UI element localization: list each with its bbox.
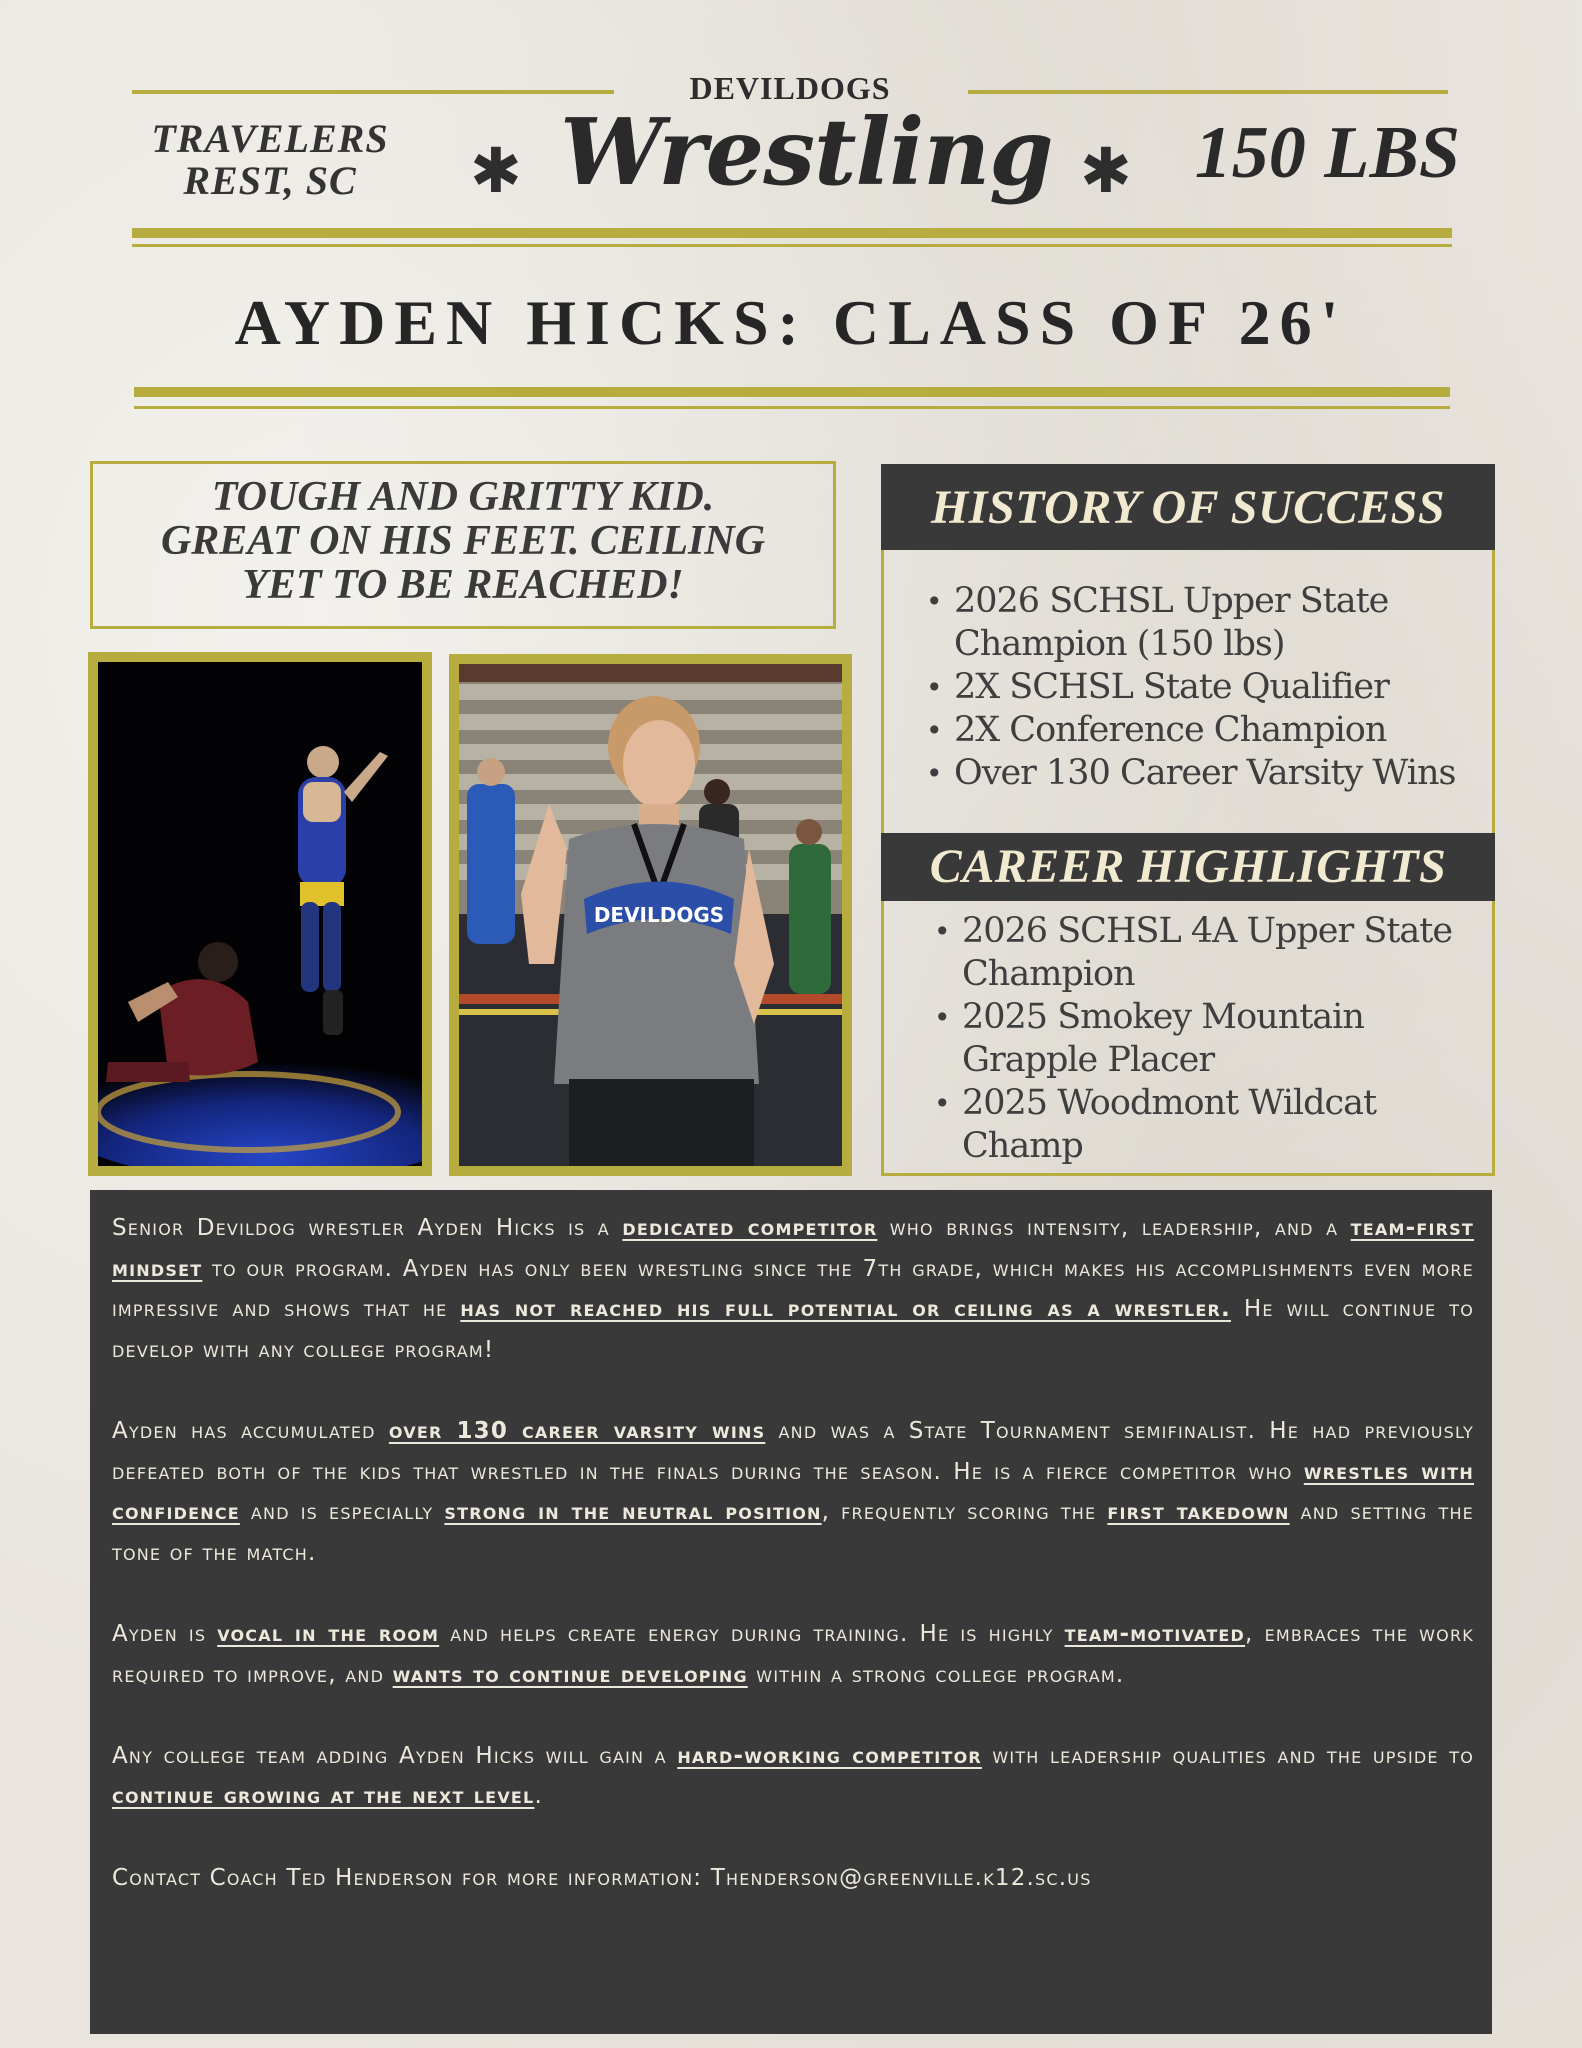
bio-emphasis: vocal in the room (217, 1620, 440, 1647)
bio-text-run: He will continue to develop with any college program! (112, 1296, 1474, 1363)
bio-text-run: , embraces the work required to improve, and (112, 1620, 1474, 1688)
highlights-heading: CAREER HIGHLIGHTS (881, 833, 1495, 901)
bio-text-run: with leadership qualities and the upside to (981, 1742, 1474, 1769)
highlight-item: • 2026 SCHSL 4A Upper State Champion (928, 910, 1488, 996)
action-photo (88, 652, 432, 1176)
location (130, 118, 410, 202)
action-photo-illustration (98, 662, 422, 1166)
bio-text-run: , frequently scoring the (821, 1499, 1108, 1526)
history-item: • 2026 SCHSL Upper State Champion (150 lbs) (920, 580, 1480, 666)
bio-text-run: Ayden is (112, 1620, 218, 1647)
history-heading: HISTORY OF SUCCESS (881, 464, 1495, 550)
bio-paragraph-2 (112, 1411, 1474, 1573)
contact-line: Contact Coach Ted Henderson for more information: Thenderson@greenville.k12.sc.us (112, 1864, 1092, 1891)
bio-emphasis: wrestles with confidence (112, 1458, 1474, 1526)
tagline-line3: YET TO BE REACHED! (242, 562, 684, 608)
bio-text-run: Any college team adding Ayden Hicks will gain a (112, 1742, 678, 1769)
bio-paragraph-3 (112, 1614, 1474, 1695)
highlights-list (928, 910, 1488, 1168)
bio-text (112, 1208, 1474, 1898)
bio-emphasis: team-first mindset (112, 1215, 1474, 1282)
tagline (100, 475, 826, 607)
location-line1: TRAVELERS (151, 116, 389, 161)
history-list (920, 580, 1480, 795)
portrait-photo-illustration (459, 664, 842, 1166)
history-list-wrap (920, 580, 1480, 795)
bio-text-run: and helps create energy during training. He is highly (439, 1620, 1065, 1647)
history-item: • 2X Conference Champion (920, 709, 1480, 752)
bio-emphasis: over 130 career varsity wins (388, 1417, 766, 1444)
asterisk-icon: ✱ (1080, 134, 1132, 207)
bio-paragraph-1 (112, 1208, 1474, 1370)
bio-text-run: and is especially (239, 1499, 445, 1526)
bio-text-run: Ayden has accumulated (112, 1417, 389, 1444)
bio-text-run: to our program. Ayden has only been wrestling since the 7th grade, which makes his accomplishments even more impressive and shows that he (112, 1255, 1474, 1323)
weight-class: 150 LBS (1194, 112, 1460, 194)
bio-emphasis: hard-working competitor (677, 1742, 982, 1769)
bio-emphasis: strong in the neutral position (444, 1499, 822, 1526)
title-rule-thin (134, 406, 1450, 409)
location-line2: REST, SC (183, 158, 357, 203)
athlete-title: AYDEN HICKS: CLASS OF 26' (234, 287, 1348, 358)
bio-text-run: within a strong college program. (747, 1661, 1125, 1688)
bio-paragraph-4 (112, 1736, 1474, 1817)
bio-emphasis: has not reached his full potential or ceiling as a wrestler. (460, 1296, 1231, 1323)
asterisk-icon: ✱ (470, 134, 522, 207)
highlight-item: • 2025 Smokey Mountain Grapple Placer (928, 996, 1488, 1082)
bio-text-run: and was a State Tournament semifinalist. He had previously defeated both of the kids that wrestled in the finals during the season. He is a fierce competitor who (112, 1417, 1475, 1485)
bio-text-run: who brings intensity, leadership, and a (877, 1215, 1351, 1241)
bio-emphasis: wants to continue developing (392, 1661, 748, 1688)
sport-title: Wrestling (560, 98, 1053, 206)
title-rule-thick (134, 387, 1450, 397)
bio-emphasis: first takedown (1107, 1499, 1290, 1526)
bio-emphasis: dedicated competitor (622, 1215, 878, 1241)
bio-text-run: Senior Devildog wrestler Ayden Hicks is a (112, 1215, 623, 1241)
shirt-text: DEVILDOGS (593, 903, 725, 927)
brand-name: DEVILDOGS (689, 70, 891, 106)
bio-emphasis: continue growing at the next level (112, 1783, 535, 1810)
header-double-rule-thick (132, 228, 1452, 238)
tagline-line2: GREAT ON HIS FEET. CEILING (160, 518, 766, 564)
highlights-list-wrap (928, 910, 1488, 1168)
tagline-line1: TOUGH AND GRITTY KID. (211, 474, 715, 520)
portrait-photo (449, 654, 852, 1176)
header-top-rule-left (132, 90, 614, 94)
header-double-rule-thin (132, 244, 1452, 247)
bio-text-run: . (534, 1783, 543, 1810)
history-item: • 2X SCHSL State Qualifier (920, 666, 1480, 709)
highlight-item: • 2025 Woodmont Wildcat Champ (928, 1082, 1488, 1168)
header-top-rule-right (968, 90, 1448, 94)
bio-emphasis: team-motivated (1064, 1620, 1246, 1647)
history-item: • Over 130 Career Varsity Wins (920, 752, 1480, 795)
bio-text-run: and setting the tone of the match. (112, 1499, 1474, 1566)
